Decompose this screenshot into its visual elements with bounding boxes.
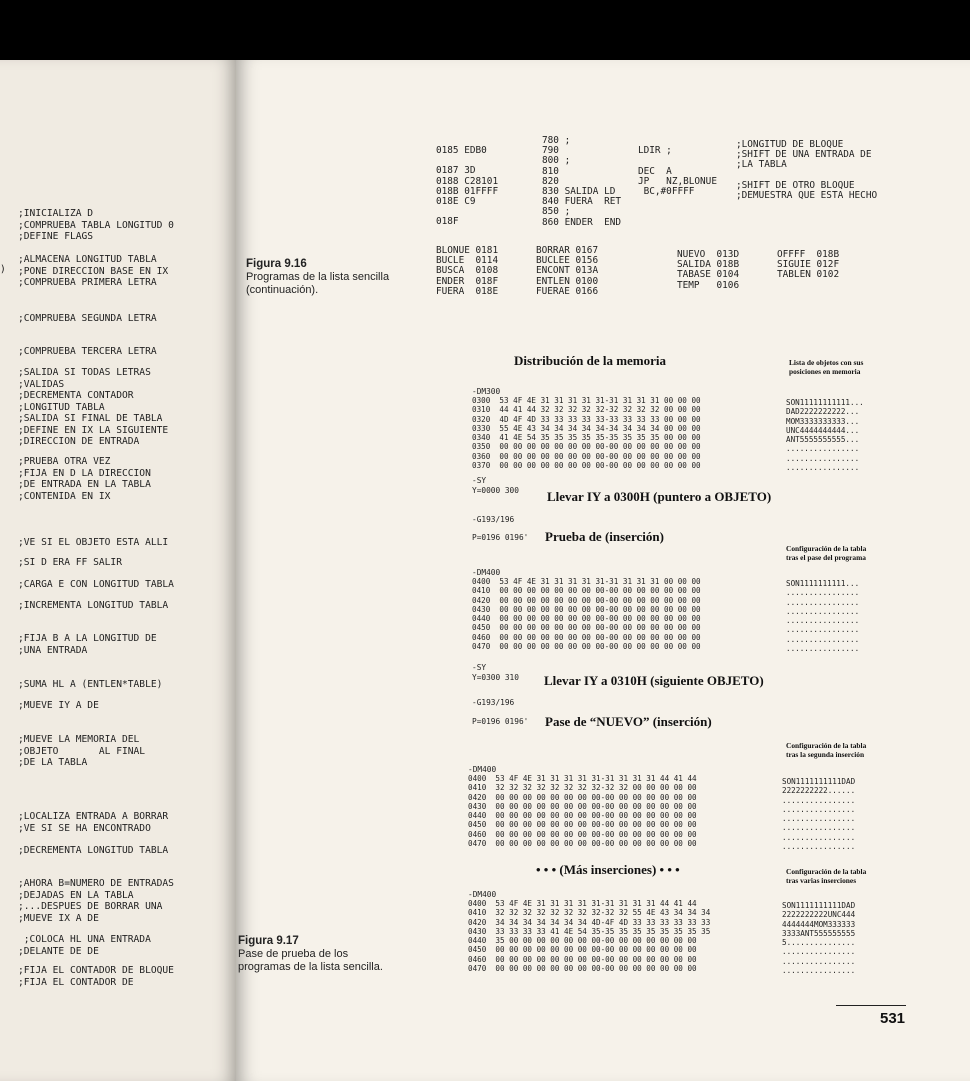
dump-ascii-row: 4444444MOM333333 <box>782 919 856 929</box>
comment-group <box>18 557 122 569</box>
symbol-table-col3 <box>677 250 739 291</box>
dump-ascii-row: ................ <box>786 597 860 607</box>
config3-note: Configuración de la tabla tras varias inserciones <box>786 867 867 885</box>
comment-group <box>18 208 174 243</box>
comment-line: ;PRUEBA OTRA VEZ <box>18 456 111 467</box>
comment-line: ;DEFINE FLAGS <box>18 231 94 242</box>
comment-line: ;DE ENTRADA EN LA TABLA <box>18 479 151 490</box>
dump-ascii-row: ................ <box>786 463 860 473</box>
dump3-ascii <box>782 777 855 851</box>
dump2-command: -DM400 <box>472 568 501 577</box>
comment-line: ;MUEVE IX A DE <box>18 912 99 924</box>
comment-group <box>18 600 168 612</box>
left-page <box>0 60 236 1081</box>
code-comment-line: ;SHIFT DE OTRO BLOQUE <box>736 179 855 191</box>
figure-917-caption <box>238 935 388 974</box>
code-source-line: 800 ; <box>542 155 571 167</box>
code-comment-column <box>736 140 877 201</box>
dump-ascii-row: ................ <box>782 966 856 976</box>
dump-ascii-row: ................ <box>786 606 860 616</box>
dump-ascii-row: ................ <box>786 453 860 463</box>
comment-line: ;INCREMENTA LONGITUD TABLA <box>18 600 169 611</box>
dump-row: 0440 00 00 00 00 00 00 00 00-00 00 00 00 00 00 00 <box>472 614 701 624</box>
p2-command: P=0196 0196' <box>472 717 529 726</box>
dump-row: 0430 33 33 33 33 41 4E 54 35-35 35 35 35 35 35 35 35 <box>468 926 711 936</box>
dump-row: 0440 00 00 00 00 00 00 00 00-00 00 00 00 00 00 00 <box>468 811 697 821</box>
comment-line: ;DECREMENTA LONGITUD TABLA <box>18 845 169 856</box>
comment-line: ;SALIDA SI TODAS LETRAS <box>18 367 151 378</box>
symbol-entry: TEMP 0106 <box>677 279 740 291</box>
dump-row: 0450 00 00 00 00 00 00 00 00-00 00 00 00 00 00 00 <box>468 820 697 830</box>
dump-ascii-row: ................ <box>786 634 860 644</box>
code-address-line: 018B 01FFFF <box>436 185 499 197</box>
comment-line: ;COMPRUEBA PRIMERA LETRA <box>18 277 157 288</box>
comment-line: ;...DESPUES DE BORRAR UNA <box>18 901 163 912</box>
symbol-entry: FUERA 018E <box>436 285 499 297</box>
comment-line: ;AHORA B=NUMERO DE ENTRADAS <box>18 878 174 889</box>
step-pass-nuevo: Pase de “NUEVO” (inserción) <box>545 714 712 729</box>
memory-heading: Distribución de la memoria <box>514 353 667 368</box>
code-source-line: 830 SALIDA LD BC,#0FFFF <box>542 186 695 198</box>
comment-group <box>18 734 145 769</box>
comment-line: ;SUMA HL A (ENTLEN*TABLE) <box>18 679 163 690</box>
comment-line: ;FIJA EL CONTADOR DE BLOQUE <box>18 965 174 976</box>
dump-ascii-row: SON1111111111DAD <box>782 901 856 910</box>
code-source-line: 790 LDIR ; <box>542 145 672 157</box>
dump-row: 0310 44 41 44 32 32 32 32 32-32 32 32 32 00 00 00 <box>472 405 701 415</box>
dump-ascii-row: 5............... <box>782 938 856 948</box>
dump-row: 0400 53 4F 4E 31 31 31 31 31-31 31 31 31 44 41 44 <box>468 899 697 908</box>
code-comment-line: ;LONGITUD DE BLOQUE <box>736 139 844 150</box>
comment-line: ;DECREMENTA CONTADOR <box>18 390 134 401</box>
dump-ascii-row: ................ <box>782 842 856 852</box>
comment-line: ;INICIALIZA D <box>18 208 94 219</box>
right-page <box>236 60 970 1081</box>
dump-row: 0410 32 32 32 32 32 32 32 32-32 32 55 4E 43 34 34 34 <box>468 908 711 918</box>
dump1-hex <box>472 396 701 470</box>
code-address-line: 018F <box>436 216 459 228</box>
comment-group <box>18 700 99 712</box>
code-source-line: 860 ENDER END <box>542 216 622 228</box>
symbol-entry: BLONUE 0181 <box>436 245 499 256</box>
symbol-entry: ENDER 018F <box>436 275 499 287</box>
dump4-hex <box>468 899 710 973</box>
figure-916-caption <box>246 258 421 297</box>
dump4-command: -DM400 <box>468 890 497 899</box>
dump-row: 0430 00 00 00 00 00 00 00 00-00 00 00 00 00 00 00 <box>472 604 701 614</box>
symbol-entry: ENTLEN 0100 <box>536 275 599 287</box>
symbol-entry: SIGUIE 012F <box>777 259 840 271</box>
dump-row: 0470 00 00 00 00 00 00 00 00-00 00 00 00 00 00 00 <box>472 642 701 652</box>
sy2-command <box>472 663 519 682</box>
code-source-line: 780 ; <box>542 135 571 146</box>
objects-note: Lista de objetos con sus posiciones en memoria <box>789 358 864 376</box>
dump-row: 0370 00 00 00 00 00 00 00 00-00 00 00 00 00 00 00 <box>472 461 701 471</box>
symbol-table-col4 <box>777 250 839 281</box>
step-iy-0300: Llevar IY a 0300H (puntero a OBJETO) <box>547 489 772 504</box>
sy-command-line: -SY <box>472 476 487 485</box>
comment-line: ;FIJA EL CONTADOR DE <box>18 976 134 988</box>
dump-row: 0410 32 32 32 32 32 32 32 32-32 32 00 00 00 00 00 <box>468 783 697 793</box>
comment-group <box>18 579 174 591</box>
dump-ascii-row: ................ <box>782 823 856 833</box>
symbol-table-col1 <box>436 246 498 297</box>
comment-line: ;UNA ENTRADA <box>18 644 88 656</box>
symbol-entry: BUCLE 0114 <box>436 255 499 267</box>
sy-command-line: Y=0000 300 <box>472 485 519 495</box>
dump-row: 0320 4D 4F 4D 33 33 33 33 33-33 33 33 33 00 00 00 <box>472 414 701 424</box>
dump-ascii-row: ................ <box>782 795 856 805</box>
dump-ascii-row: SON11111111111... <box>786 398 864 407</box>
comment-line: ;SALIDA SI FINAL DE TABLA <box>18 413 163 424</box>
dump-ascii-row: DAD2222222222... <box>786 407 860 417</box>
symbol-entry: TABASE 0104 <box>677 269 740 281</box>
comment-group <box>18 537 168 549</box>
dump1-command: -DM300 <box>472 387 501 396</box>
code-address-line: 018E C9 <box>436 196 476 208</box>
dump-ascii-row: UNC4444444444... <box>786 425 860 435</box>
p1-command: P=0196 0196' <box>472 533 529 542</box>
figure-917-label: Figura 9.17 <box>238 935 299 947</box>
g2-command: -G193/196 <box>472 698 515 707</box>
g1-command: -G193/196 <box>472 515 515 524</box>
dump-row: 0460 00 00 00 00 00 00 00 00-00 00 00 00 00 00 00 <box>468 829 697 839</box>
dump-ascii-row: 2222222222UNC444 <box>782 910 856 920</box>
dump-row: 0300 53 4F 4E 31 31 31 31 31-31 31 31 31 00 00 00 <box>472 396 701 405</box>
dump-ascii-row: 3333ANT555555555 <box>782 928 856 938</box>
comment-group <box>18 679 162 691</box>
config1-note: Configuración de la tabla tras el pase del programa <box>786 544 867 562</box>
comment-group <box>18 254 168 289</box>
dump-row: 0400 53 4F 4E 31 31 31 31 31-31 31 31 31 00 00 00 <box>472 577 701 586</box>
comment-group <box>18 456 151 502</box>
symbol-entry: FUERAE 0166 <box>536 285 599 297</box>
dump-row: 0340 41 4E 54 35 35 35 35 35-35 35 35 35 00 00 00 <box>472 433 701 443</box>
comment-line: ;CARGA E CON LONGITUD TABLA <box>18 579 174 590</box>
dump-row: 0450 00 00 00 00 00 00 00 00-00 00 00 00 00 00 00 <box>468 945 697 955</box>
symbol-entry: BUCLEE 0156 <box>536 255 599 267</box>
dump-ascii-row: ................ <box>782 804 856 814</box>
code-source-line: 810 DEC A <box>542 165 672 177</box>
dump-row: 0420 00 00 00 00 00 00 00 00-00 00 00 00 00 00 00 <box>468 792 697 802</box>
comment-line: ;SI D ERA FF SALIR <box>18 557 122 568</box>
dump-row: 0460 00 00 00 00 00 00 00 00-00 00 00 00 00 00 00 <box>472 632 701 642</box>
code-source-line: 840 FUERA RET <box>542 196 622 208</box>
code-comment-line: ;DEMUESTRA QUE ESTA HECHO <box>736 190 878 202</box>
comment-line: ;COMPRUEBA SEGUNDA LETRA <box>18 313 157 324</box>
comment-line: ;ALMACENA LONGITUD TABLA <box>18 254 157 265</box>
comment-line: ;MUEVE LA MEMORIA DEL <box>18 734 140 745</box>
dump1-ascii <box>786 398 864 472</box>
comment-line: ;MUEVE IY A DE <box>18 700 99 711</box>
symbol-entry: SALIDA 018B <box>677 259 740 271</box>
dump-ascii-row: ................ <box>786 588 860 598</box>
dump-row: 0470 00 00 00 00 00 00 00 00-00 00 00 00 00 00 00 <box>468 964 697 974</box>
comment-line: ;VE SI SE HA ENCONTRADO <box>18 822 151 834</box>
page-number: 531 <box>880 1010 906 1027</box>
comment-group <box>18 313 157 325</box>
sy1-command <box>472 476 519 495</box>
dump-ascii-row: ................ <box>782 814 856 824</box>
symbol-entry: BORRAR 0167 <box>536 245 599 256</box>
comment-line: ;DEJADAS EN LA TABLA <box>18 889 134 901</box>
more-inserts-heading: • • • (Más inserciones) • • • <box>536 862 680 877</box>
dump-ascii-row: ................ <box>786 616 860 626</box>
comment-line: ;FIJA EN D LA DIRECCION <box>18 467 151 479</box>
config2-note: Configuración de la tabla tras la segunda inserción <box>786 741 867 759</box>
figure-916-label: Figura 9.16 <box>246 258 307 270</box>
sy-command-line: -SY <box>472 663 487 672</box>
comment-line: ;VE SI EL OBJETO ESTA ALLI <box>18 537 169 548</box>
code-comment-line: ;SHIFT DE UNA ENTRADA DE <box>736 149 872 161</box>
dump-row: 0460 00 00 00 00 00 00 00 00-00 00 00 00 00 00 00 <box>468 954 697 964</box>
symbol-table-col2 <box>536 246 598 297</box>
dump-row: 0470 00 00 00 00 00 00 00 00-00 00 00 00 00 00 00 <box>468 839 697 849</box>
figure-917-text: Pase de prueba de los programas de la lista sencilla. <box>238 948 383 973</box>
sy-command-line: Y=0300 310 <box>472 672 519 682</box>
dump-ascii-row: ................ <box>782 947 856 957</box>
dump-ascii-row: ................ <box>786 444 860 454</box>
code-source-line: 850 ; <box>542 206 571 218</box>
comment-line: ;DELANTE DE DE <box>18 945 99 957</box>
comment-line: ;PONE DIRECCION BASE EN IX <box>18 265 169 277</box>
symbol-entry: ENCONT 013A <box>536 265 599 277</box>
dump2-hex <box>472 577 701 651</box>
dump-row: 0450 00 00 00 00 00 00 00 00-00 00 00 00 00 00 00 <box>472 623 701 633</box>
page-number-rule <box>836 1005 906 1006</box>
dump-ascii-row: ................ <box>782 956 856 966</box>
symbol-entry: TABLEN 0102 <box>777 269 840 281</box>
comment-group <box>18 633 157 656</box>
dump2-ascii <box>786 579 859 653</box>
code-comment-line: ;LA TABLA <box>736 159 787 171</box>
comment-line: ;FIJA B A LA LONGITUD DE <box>18 633 157 644</box>
dump4-ascii <box>782 901 855 975</box>
comment-line: ;DE LA TABLA <box>18 757 88 768</box>
dump-ascii-row: ANT5555555555... <box>786 435 860 445</box>
symbol-entry: OFFFF 018B <box>777 249 840 260</box>
comment-line: ;COMPRUEBA TABLA LONGITUD 0 <box>18 219 174 231</box>
code-source-line: 820 JP NZ,BLONUE <box>542 175 717 187</box>
code-source-column <box>542 136 717 228</box>
dump-ascii-row: ................ <box>786 644 860 654</box>
dump-row: 0330 55 4E 43 34 34 34 34 34-34 34 34 34 00 00 00 <box>472 423 701 433</box>
dump-ascii-row: 2222222222...... <box>782 786 856 796</box>
dump-row: 0410 00 00 00 00 00 00 00 00-00 00 00 00 00 00 00 <box>472 586 701 596</box>
code-address-column <box>436 146 498 228</box>
comment-line: ;DEFINE EN IX LA SIGUIENTE <box>18 424 169 436</box>
dump3-command: -DM400 <box>468 765 497 774</box>
figure-916-text: Programas de la lista sencilla (continuación). <box>246 271 390 296</box>
step-iy-0310: Llevar IY a 0310H (siguiente OBJETO) <box>544 673 764 688</box>
code-address-line: 0188 C28101 <box>436 175 499 187</box>
comment-line: ;OBJETO AL FINAL <box>18 745 146 757</box>
symbol-entry: BUSCA 0108 <box>436 265 499 277</box>
comment-line: ;COLOCA HL UNA ENTRADA <box>18 934 151 945</box>
dump-row: 0440 35 00 00 00 00 00 00 00-00 00 00 00 00 00 00 <box>468 936 697 946</box>
dump-row: 0430 00 00 00 00 00 00 00 00-00 00 00 00 00 00 00 <box>468 801 697 811</box>
dump3-hex <box>468 774 697 848</box>
step-test-insert: Prueba de (inserción) <box>545 529 664 544</box>
dump-row: 0400 53 4F 4E 31 31 31 31 31-31 31 31 31 44 41 44 <box>468 774 697 783</box>
dump-row: 0360 00 00 00 00 00 00 00 00-00 00 00 00 00 00 00 <box>472 451 701 461</box>
comment-line: ;DIRECCION DE ENTRADA <box>18 436 140 447</box>
comment-line: ;LOCALIZA ENTRADA A BORRAR <box>18 811 169 822</box>
dump-row: 0420 00 00 00 00 00 00 00 00-00 00 00 00 00 00 00 <box>472 595 701 605</box>
dump-row: 0420 34 34 34 34 34 34 34 4D-4F 4D 33 33 33 33 33 33 <box>468 917 711 927</box>
dump-ascii-row: SON1111111111DAD <box>782 777 856 786</box>
comment-line: ;CONTENIDA EN IX <box>18 490 111 502</box>
code-address-line: 0185 EDB0 <box>436 145 487 156</box>
comment-group <box>18 934 151 957</box>
dump-ascii-row: SON1111111111... <box>786 579 860 588</box>
comment-line: ;LONGITUD TABLA <box>18 401 105 413</box>
comment-group <box>18 965 174 988</box>
dump-row: 0350 00 00 00 00 00 00 00 00-00 00 00 00 00 00 00 <box>472 442 701 452</box>
dump-ascii-row: ................ <box>786 625 860 635</box>
comment-line: ;COMPRUEBA TERCERA LETRA <box>18 346 157 357</box>
code-address-line: 0187 3D <box>436 165 476 177</box>
comment-line: ;VALIDAS <box>18 378 65 390</box>
comment-group <box>18 367 168 448</box>
comment-group <box>18 845 168 857</box>
comment-group <box>18 811 168 834</box>
comment-group <box>18 878 174 924</box>
dump-ascii-row: ................ <box>782 832 856 842</box>
stray-paren: ) <box>0 264 6 275</box>
dump-ascii-row: MOM3333333333... <box>786 416 860 426</box>
comment-group <box>18 346 157 358</box>
symbol-entry: NUEVO 013D <box>677 249 740 260</box>
